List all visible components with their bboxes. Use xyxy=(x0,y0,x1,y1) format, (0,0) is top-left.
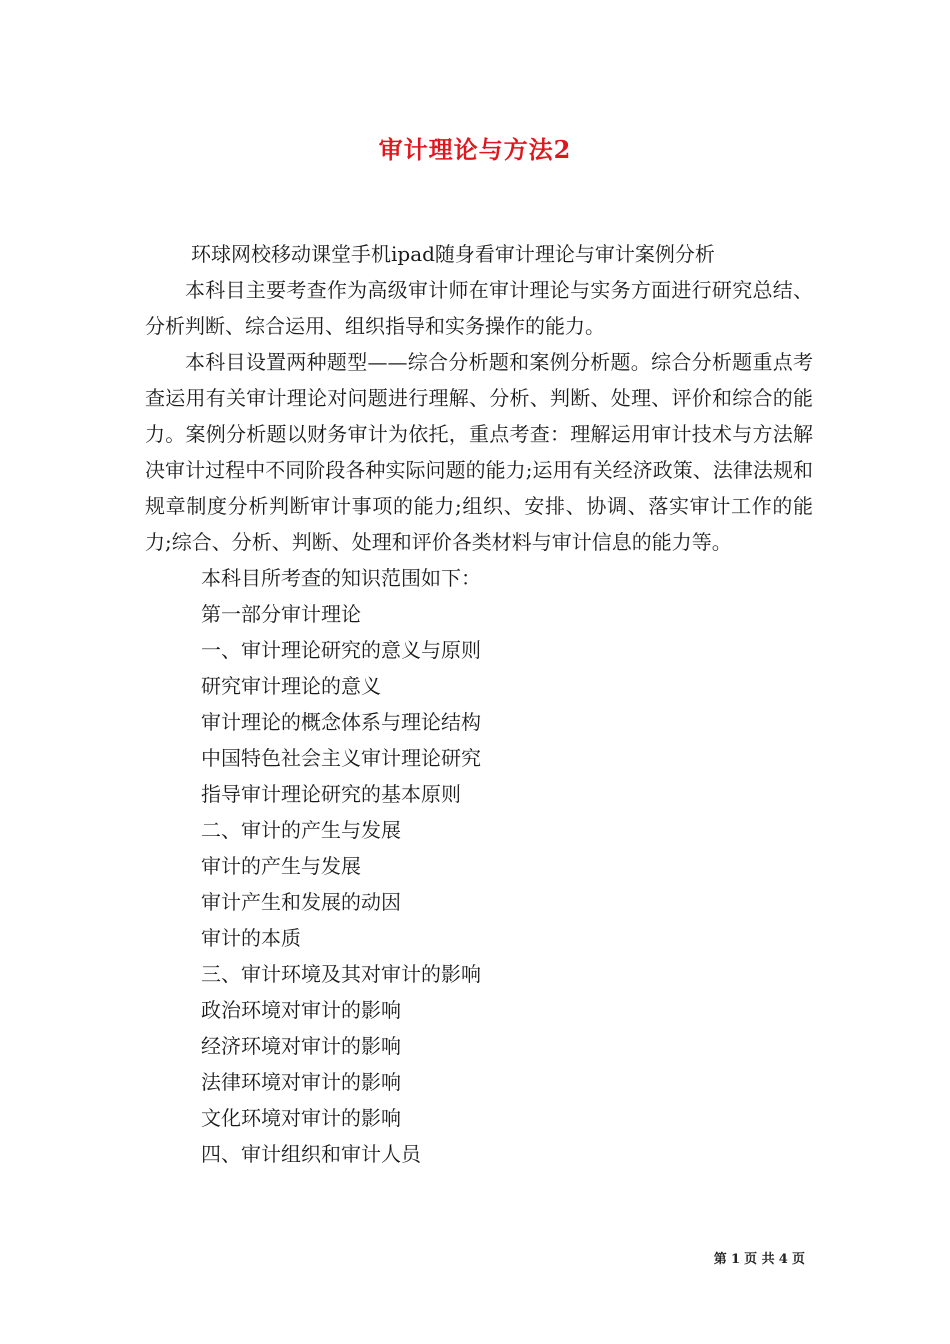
part-heading: 第一部分审计理论 xyxy=(201,602,361,626)
footer-prefix: 第 xyxy=(713,1252,727,1267)
page-footer xyxy=(714,1248,805,1267)
section-heading: 一、审计理论研究的意义与原则 xyxy=(201,638,481,662)
list-item: 中国特色社会主义审计理论研究 xyxy=(201,746,481,770)
list-item: 审计的本质 xyxy=(201,926,301,950)
list-item: 审计理论的概念体系与理论结构 xyxy=(201,710,481,734)
section-heading: 三、审计环境及其对审计的影响 xyxy=(201,962,481,986)
paragraph: 本科目主要考查作为高级审计师在审计理论与实务方面进行研究总结、分析判断、综合运用、组织指导和实务操作的能力。 xyxy=(145,278,813,338)
scope-intro-line: 本科目所考查的知识范围如下： xyxy=(201,566,481,590)
list-item: 研究审计理论的意义 xyxy=(201,674,381,698)
document-body xyxy=(145,236,813,1172)
footer-suffix: 页 xyxy=(791,1252,805,1267)
document-title: 审计理论与方法2 xyxy=(378,135,572,164)
section-heading: 四、审计组织和审计人员 xyxy=(201,1142,421,1166)
footer-middle: 页 共 xyxy=(744,1252,775,1267)
footer-total-pages: 4 xyxy=(778,1252,788,1267)
intro-line: 环球网校移动课堂手机ipad随身看审计理论与审计案例分析 xyxy=(191,242,715,266)
list-item: 文化环境对审计的影响 xyxy=(201,1106,401,1130)
list-item: 审计产生和发展的动因 xyxy=(201,890,401,914)
list-item: 经济环境对审计的影响 xyxy=(201,1034,401,1058)
list-item: 政治环境对审计的影响 xyxy=(201,998,401,1022)
list-item: 审计的产生与发展 xyxy=(201,854,361,878)
list-item: 法律环境对审计的影响 xyxy=(201,1070,401,1094)
list-item: 指导审计理论研究的基本原则 xyxy=(201,782,461,806)
footer-page-number: 1 xyxy=(730,1252,740,1267)
paragraph: 本科目设置两种题型——综合分析题和案例分析题。综合分析题重点考查运用有关审计理论对问题进行理解、分析、判断、处理、评价和综合的能力。案例分析题以财务审计为依托，重点考查：理解运用审计技术与方法解决审计过程中不同阶段各种实际问题的能力;运用有关经济政策、法律法规和规章制度分析判断审计事项的能力;组织、安排、协调、落实审计工作的能力;综合、分析、判断、处理和评价各类材料与审计信息的能力等。 xyxy=(145,350,813,554)
section-heading: 二、审计的产生与发展 xyxy=(201,818,401,842)
